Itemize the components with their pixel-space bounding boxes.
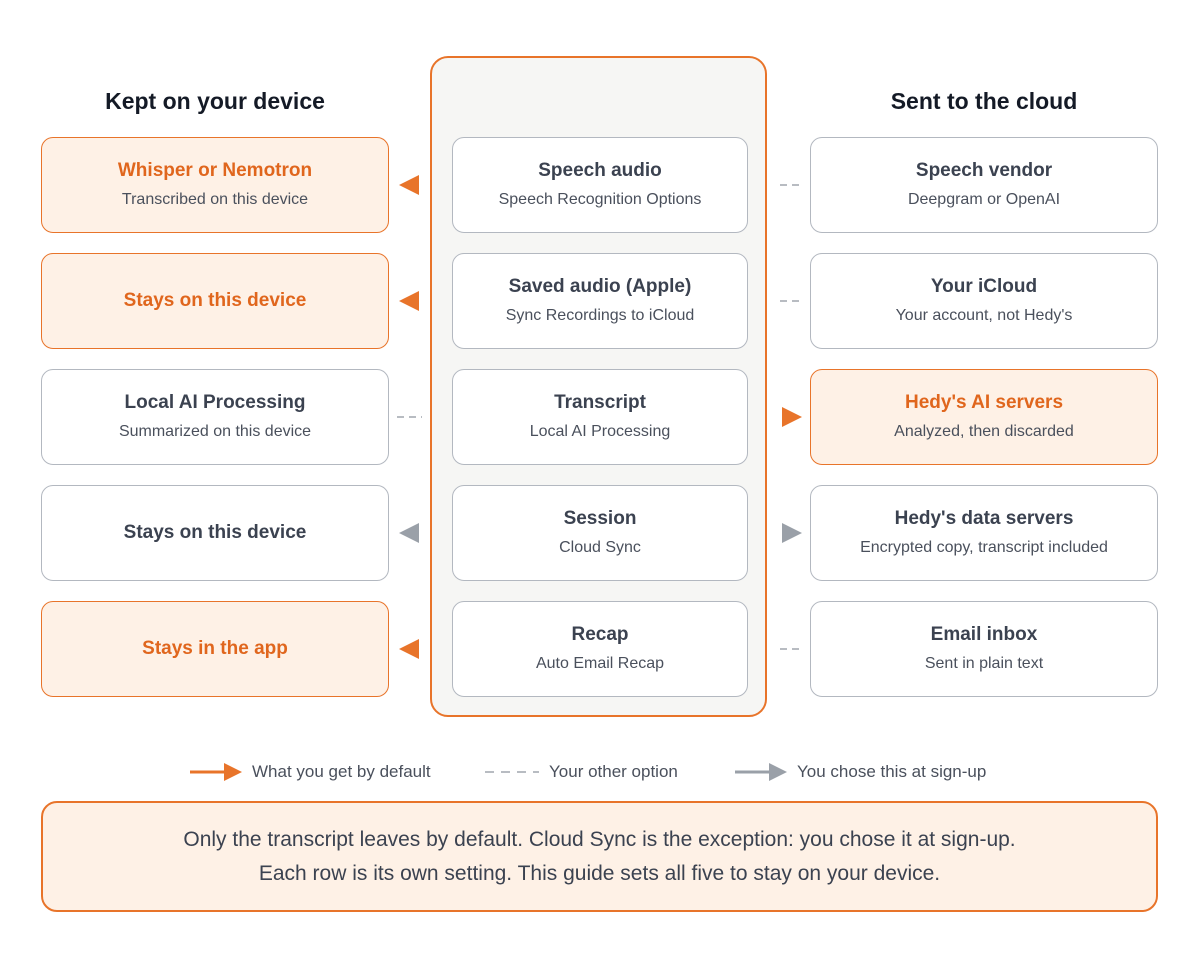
- box-subtitle: Sent in plain text: [924, 655, 1044, 672]
- arrow-left-orange-row2: [399, 291, 419, 311]
- arrow-left-orange-row1: [399, 175, 419, 195]
- box-title: Recap: [571, 624, 629, 645]
- device-box-session: [452, 485, 748, 581]
- kept-box-recap: [41, 601, 389, 697]
- box-title: Saved audio (Apple): [508, 276, 692, 297]
- box-subtitle: Cloud Sync: [559, 539, 641, 556]
- device-box-saved-audio: [452, 253, 748, 349]
- summary-note: [41, 801, 1158, 912]
- box-subtitle: Sync Recordings to iCloud: [505, 307, 695, 324]
- box-subtitle: Local AI Processing: [529, 423, 671, 440]
- arrow-right-orange-row3: [782, 407, 802, 427]
- box-subtitle: Your account, not Hedy's: [895, 307, 1073, 324]
- device-box-recap: [452, 601, 748, 697]
- box-subtitle: Auto Email Recap: [535, 655, 665, 672]
- left-column-title: Kept on your device: [105, 88, 325, 114]
- cloud-box-email-inbox: [810, 601, 1158, 697]
- device-box-speech-audio: [452, 137, 748, 233]
- arrow-left-orange-row5: [399, 639, 419, 659]
- device-box-transcript: [452, 369, 748, 465]
- kept-box-saved-audio: [41, 253, 389, 349]
- box-title: Stays on this device: [123, 522, 307, 543]
- box-title: Speech audio: [538, 160, 662, 181]
- gray-arrow-icon: [735, 761, 787, 783]
- cloud-box-ai-servers: [810, 369, 1158, 465]
- kept-box-local-ai: [41, 369, 389, 465]
- box-subtitle: Deepgram or OpenAI: [907, 191, 1061, 208]
- orange-arrow-icon: [190, 761, 242, 783]
- box-title: Speech vendor: [915, 160, 1053, 181]
- cloud-box-data-servers: [810, 485, 1158, 581]
- legend-other: [485, 758, 678, 786]
- box-title: Whisper or Nemotron: [117, 160, 313, 181]
- box-title: Stays in the app: [142, 638, 288, 659]
- box-title: Your iCloud: [930, 276, 1038, 297]
- dashed-line-icon: [485, 761, 539, 783]
- legend-default: [190, 758, 431, 786]
- box-subtitle: Summarized on this device: [118, 423, 312, 440]
- box-title: Hedy's data servers: [894, 508, 1074, 529]
- legend-default-label: What you get by default: [252, 762, 431, 781]
- box-title: Transcript: [554, 392, 646, 413]
- legend-signup-label: You chose this at sign-up: [797, 762, 987, 781]
- cloud-box-icloud: [810, 253, 1158, 349]
- summary-note-line1: Only the transcript leaves by default. Cloud Sync is the exception: you chose it at sign-up.: [183, 827, 1016, 851]
- box-title: Email inbox: [930, 624, 1038, 645]
- legend-signup: [735, 758, 986, 786]
- box-subtitle: Analyzed, then discarded: [894, 423, 1074, 440]
- kept-box-speech: [41, 137, 389, 233]
- box-title: Local AI Processing: [124, 392, 306, 413]
- legend-other-label: Your other option: [549, 762, 678, 781]
- arrow-left-gray-row4: [399, 523, 419, 543]
- summary-note-line2: Each row is its own setting. This guide sets all five to stay on your device.: [258, 861, 941, 885]
- box-subtitle: Speech Recognition Options: [498, 191, 702, 208]
- box-title: Session: [563, 508, 637, 529]
- box-title: Hedy's AI servers: [904, 392, 1064, 413]
- box-subtitle: Encrypted copy, transcript included: [860, 539, 1108, 556]
- right-column-title: Sent to the cloud: [890, 88, 1078, 114]
- box-title: Stays on this device: [123, 290, 307, 311]
- box-subtitle: Transcribed on this device: [121, 191, 309, 208]
- cloud-box-speech-vendor: [810, 137, 1158, 233]
- arrow-right-gray-row4: [782, 523, 802, 543]
- kept-box-session: [41, 485, 389, 581]
